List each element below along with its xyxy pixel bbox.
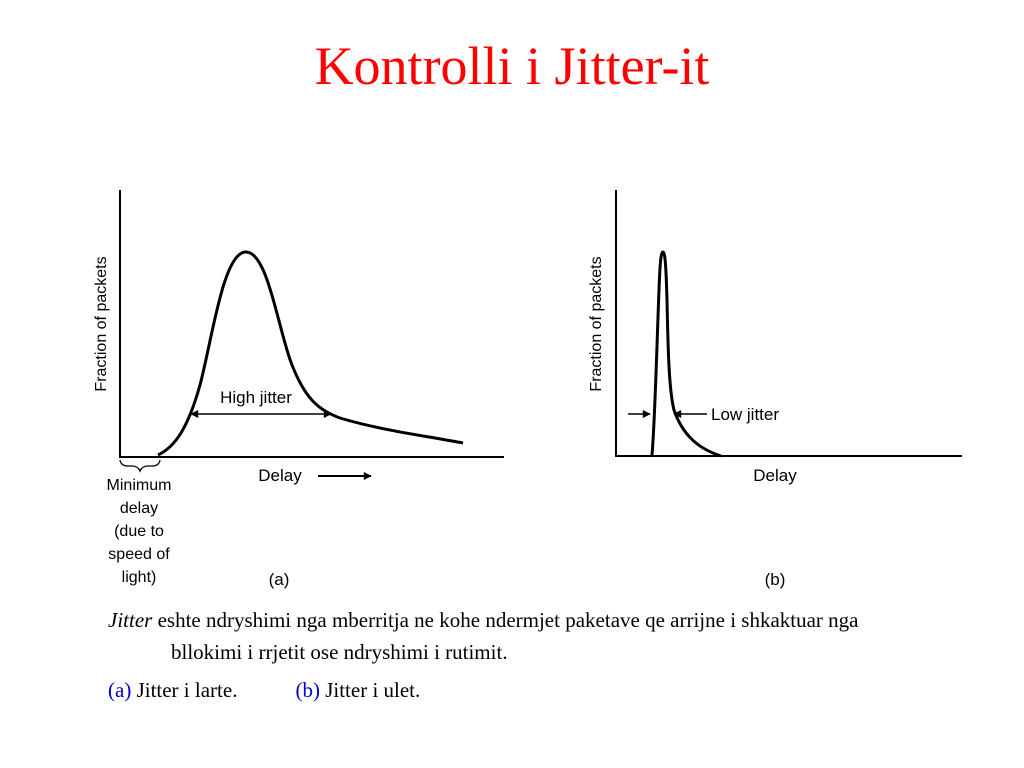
jitter-term: Jitter	[108, 608, 153, 632]
legend-b-label: (b)	[295, 678, 320, 702]
panel-b-low-jitter-curve	[652, 252, 721, 456]
minimum-delay-line: delay	[119, 500, 159, 517]
minimum-delay-line: speed of	[108, 546, 170, 563]
definition-text: eshte ndryshimi nga mberritja ne kohe ndermjet paketave qe arrijne i shkaktuar nga bllokimi i rrjetit ose ndryshimi i rutimit.	[152, 608, 859, 664]
panel-a-x-label: Delay	[258, 466, 302, 485]
panel-a-annotation: High jitter	[220, 388, 292, 407]
legend-a-text: Jitter i larte.	[131, 678, 238, 702]
legend-b-text: Jitter i ulet.	[319, 678, 421, 702]
panel-a-label: (a)	[268, 570, 290, 589]
panel-legend	[108, 674, 868, 706]
panel-a	[93, 190, 504, 589]
legend-a-label: (a)	[108, 678, 132, 702]
jitter-definition	[108, 604, 868, 668]
minimum-delay-line: Minimum	[106, 477, 172, 494]
panel-b-label: (b)	[764, 570, 786, 589]
minimum-delay-line: (due to	[114, 523, 164, 540]
panel-a-y-label: Fraction of packets	[93, 256, 110, 392]
panel-b-x-label: Delay	[753, 466, 797, 485]
minimum-delay-label	[107, 477, 172, 586]
panel-b	[588, 190, 962, 589]
minimum-delay-line: light)	[121, 569, 157, 586]
caption	[108, 604, 868, 706]
panel-b-annotation: Low jitter	[711, 405, 780, 424]
minimum-delay-brace	[120, 460, 160, 471]
panel-b-y-label: Fraction of packets	[588, 256, 605, 392]
slide-title: Kontrolli i Jitter-it	[314, 36, 710, 96]
panel-a-high-jitter-curve	[158, 252, 463, 455]
